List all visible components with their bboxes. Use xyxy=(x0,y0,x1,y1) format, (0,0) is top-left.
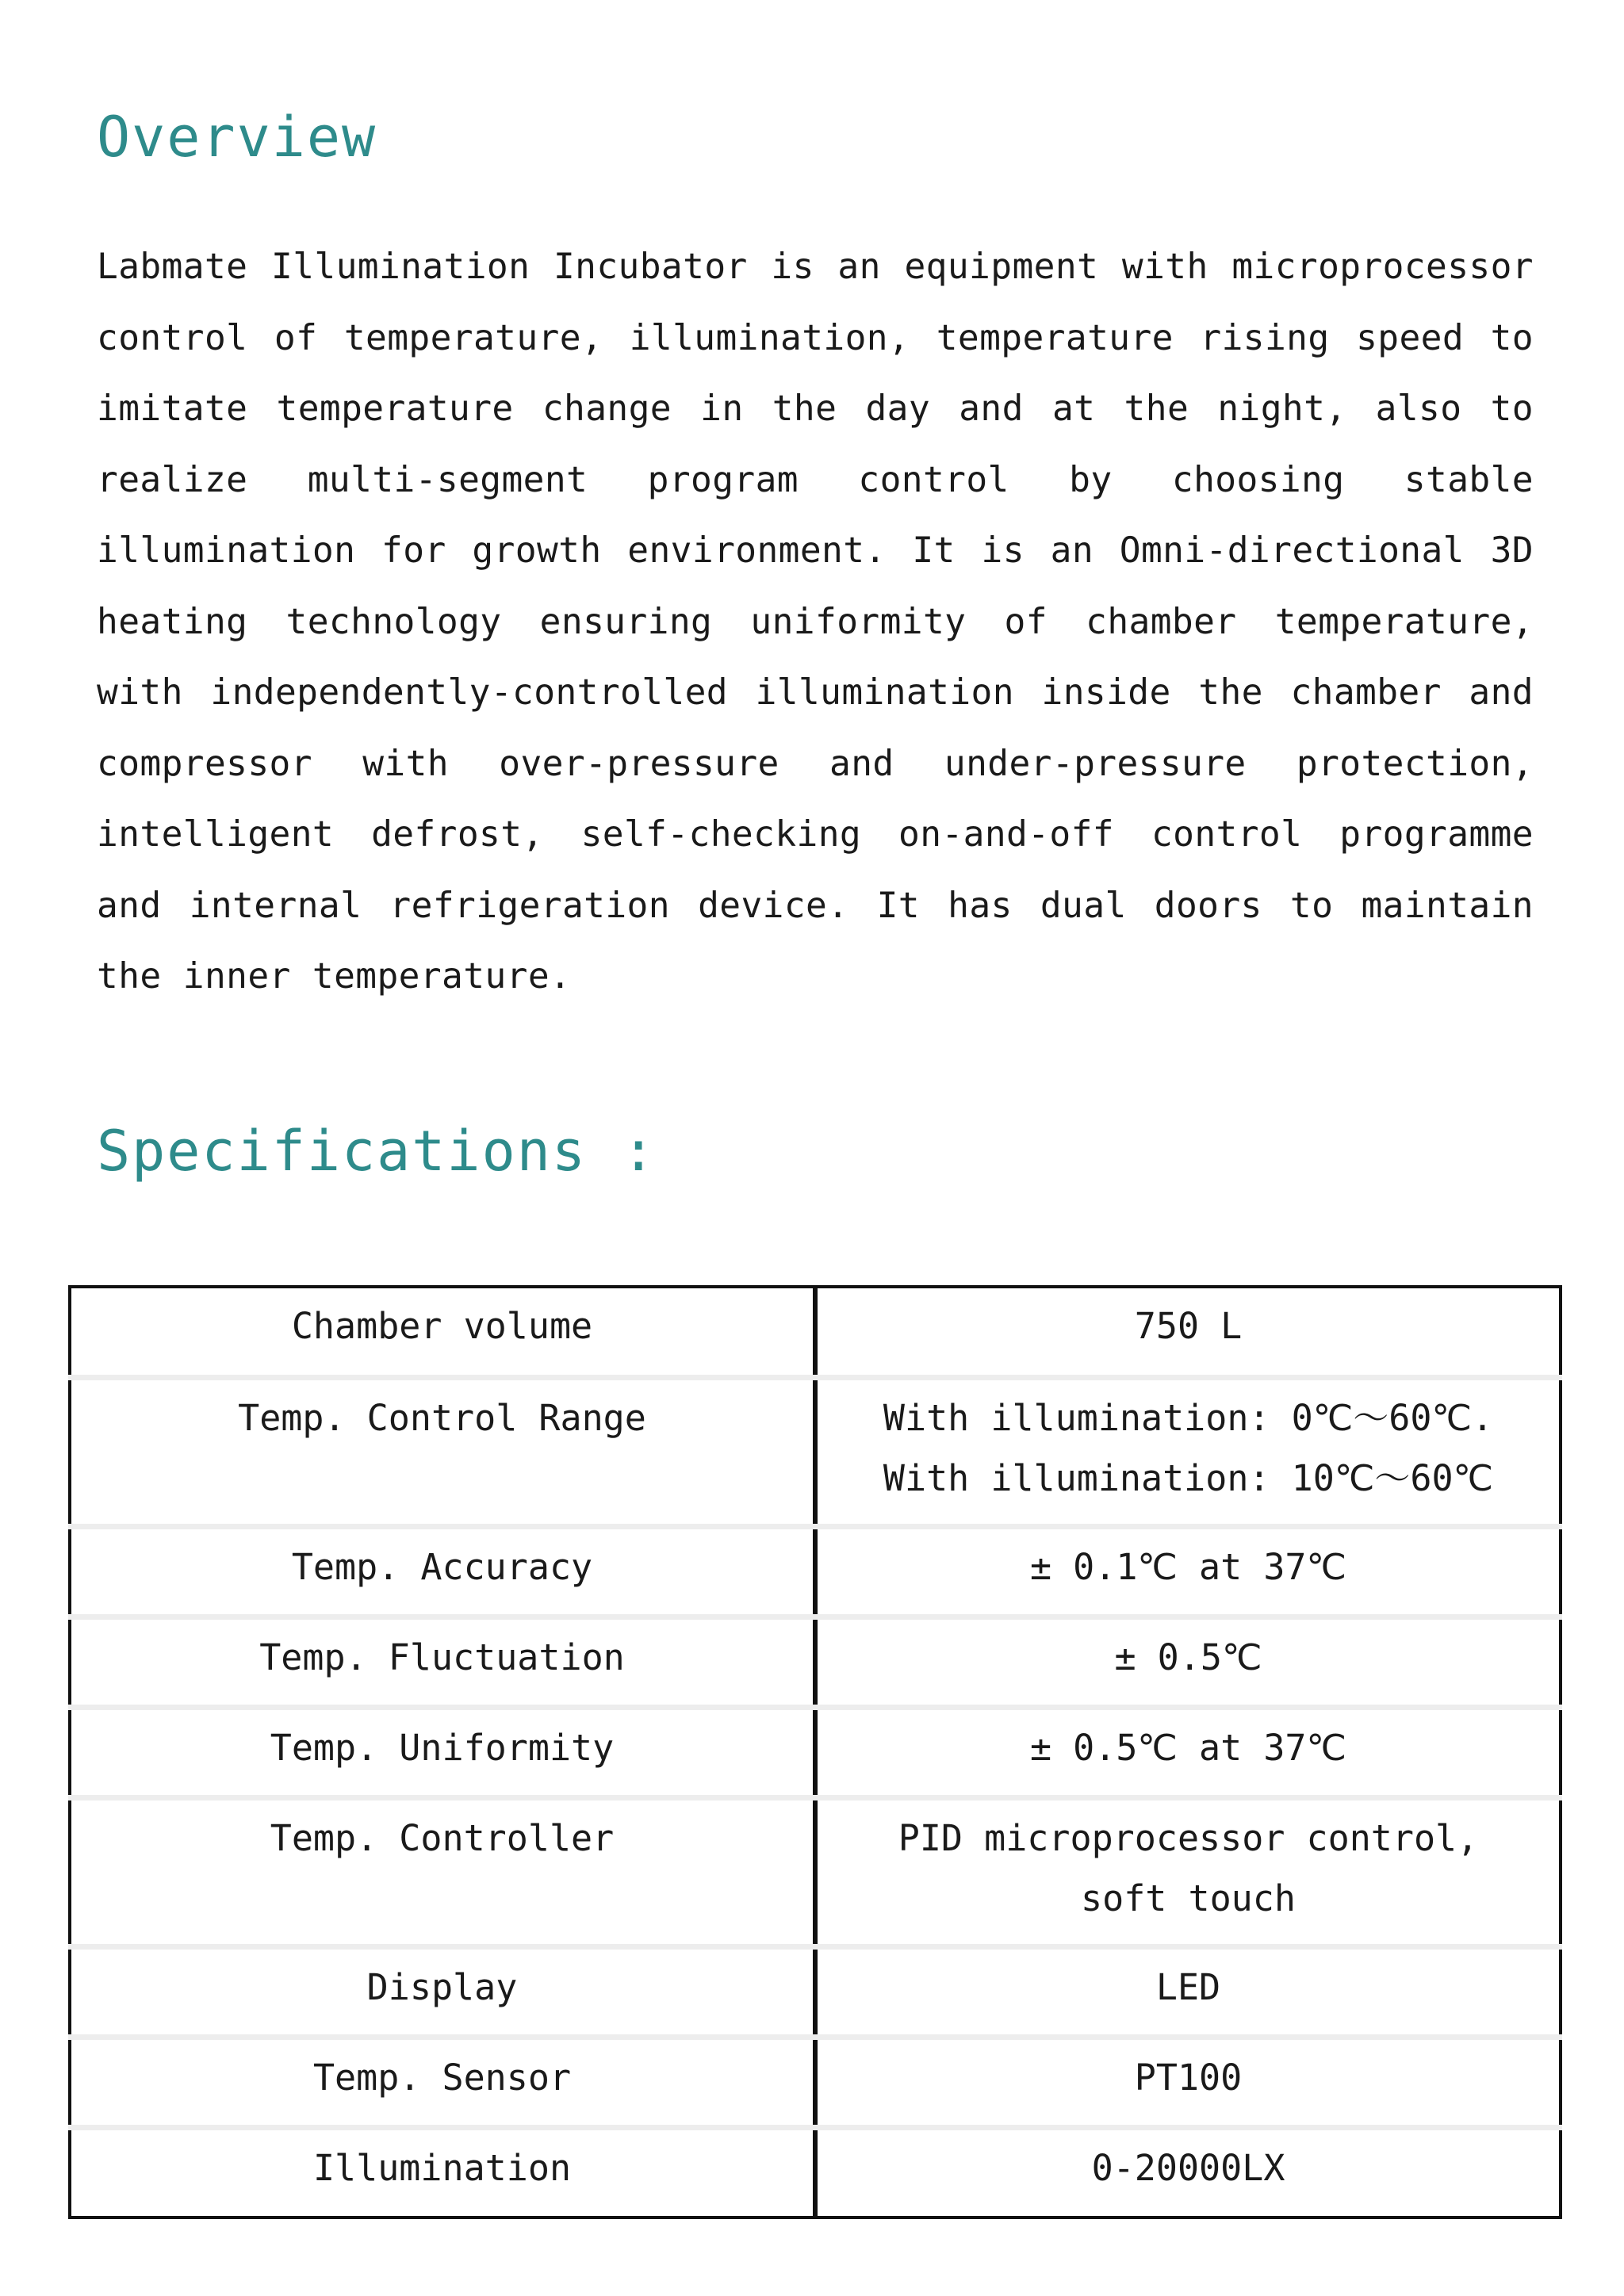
table-row xyxy=(70,1287,1561,1377)
spec-value: 0-20000LX xyxy=(1091,2146,1285,2189)
spec-value: PID microprocessor control, soft touch xyxy=(815,1797,1561,1946)
spec-value: PT100 xyxy=(815,2037,1561,2127)
spec-label: Temp. Uniformity xyxy=(70,1707,815,1797)
spec-value: With illumination: 0℃～60℃. With illumination: 10℃～60℃ xyxy=(815,1377,1561,1526)
table-row xyxy=(70,1526,1561,1617)
specifications-table xyxy=(68,1285,1562,2219)
spec-label: Temp. Fluctuation xyxy=(70,1617,815,1707)
spec-value: 750 L xyxy=(815,1287,1561,1377)
spec-value: ± 0.5℃ xyxy=(815,1617,1561,1707)
spec-label: Chamber volume xyxy=(70,1287,815,1377)
spec-value: ± 0.5℃ at 37℃ xyxy=(815,1707,1561,1797)
overview-heading: Overview xyxy=(97,105,377,170)
spec-label: Display xyxy=(70,1946,815,2037)
table-row xyxy=(70,1797,1561,1946)
table-row xyxy=(70,2127,1561,2218)
table-row xyxy=(70,1377,1561,1526)
table-row xyxy=(70,1617,1561,1707)
spec-label: Illumination xyxy=(70,2127,815,2218)
overview-paragraph: Labmate Illumination Incubator is an equipment with microprocessor control of temperature, illumination, temperature rising speed to imitate temperature change in the day and at the night, also to realize multi-segment program control by choosing stable illumination for growth environment. It is an Omni-directional 3D heating technology ensuring uniformity of chamber temperature, with independently-controlled illumination inside the chamber and compressor with over-pressure and under-pressure protection, intelligent defrost, self-checking on-and-off control programme and internal refrigeration device. It has dual doors to maintain the inner temperature. xyxy=(97,247,1534,997)
spec-label: Temp. Controller xyxy=(70,1797,815,1946)
specifications-heading: Specifications : xyxy=(97,1119,657,1184)
spec-value: ± 0.1℃ at 37℃ xyxy=(815,1526,1561,1617)
table-row xyxy=(70,2037,1561,2127)
spec-value: LED xyxy=(815,1946,1561,2037)
table-row xyxy=(70,1946,1561,2037)
spec-label: Temp. Sensor xyxy=(70,2037,815,2127)
spec-label: Temp. Accuracy xyxy=(70,1526,815,1617)
spec-label: Temp. Control Range xyxy=(70,1377,815,1526)
table-row xyxy=(70,1707,1561,1797)
